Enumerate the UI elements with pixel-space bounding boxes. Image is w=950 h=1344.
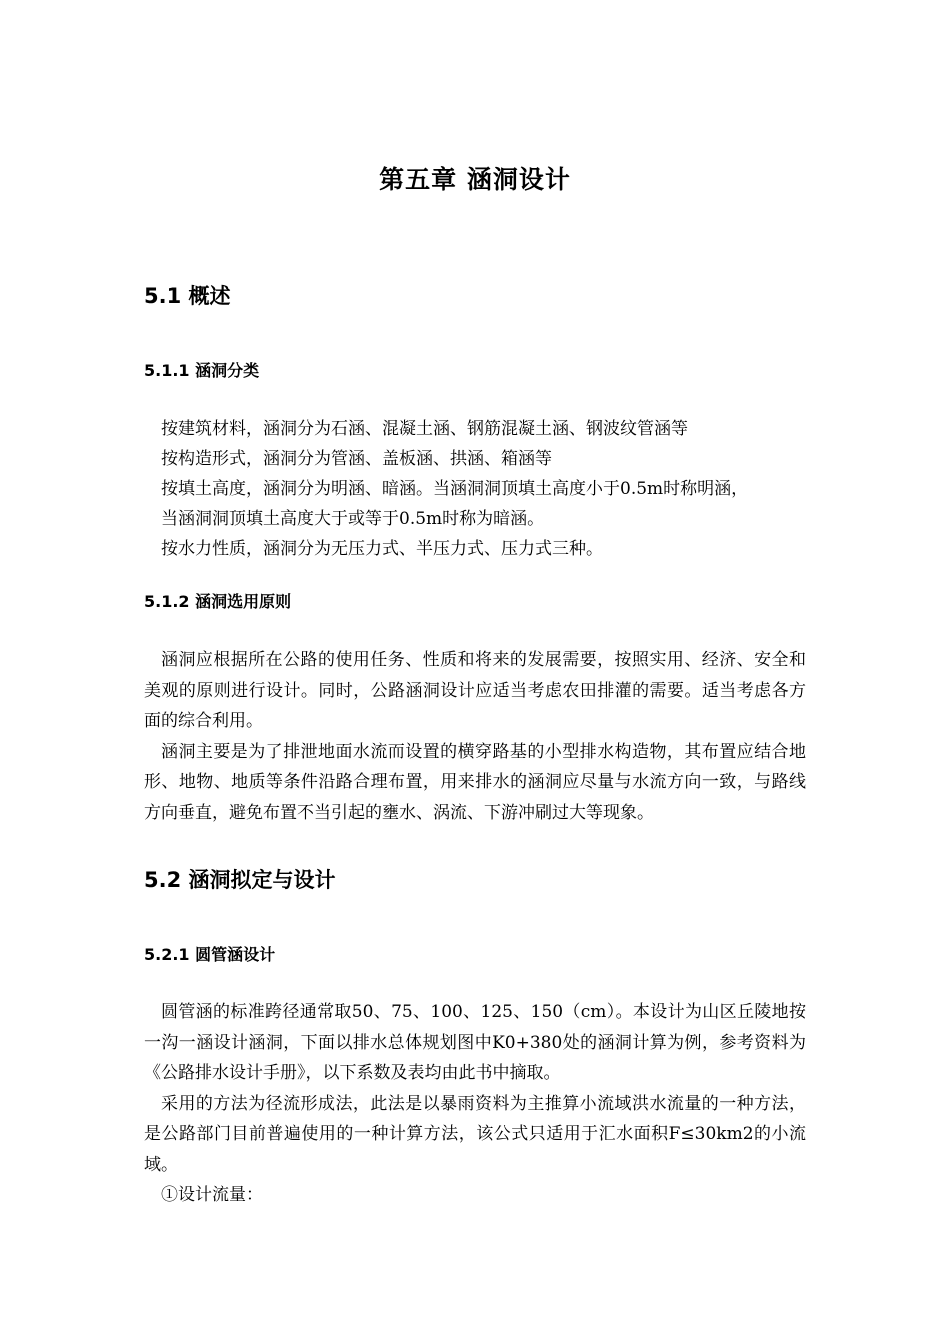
classification-line: 按构造形式，涵洞分为管涵、盖板涵、拱涵、箱涵等 [161, 449, 552, 469]
selection-principle-text [144, 645, 806, 828]
paragraph: 采用的方法为径流形成法，此法是以暴雨资料为主推算小流域洪水流量的一种方法，是公路部门目前普遍使用的一种计算方法，该公式只适用于汇水面积F≤30km2的小流域。 [144, 1093, 806, 1175]
paragraph: 涵洞应根据所在公路的使用任务、性质和将来的发展需要，按照实用、经济、安全和美观的原则进行设计。同时，公路涵洞设计应适当考虑农田排灌的需要。适当考虑各方面的综合利用。 [144, 650, 806, 731]
section-heading-5-1: 5.1 概述 [144, 284, 231, 308]
culvert-classification-list [144, 414, 806, 564]
paragraph: 圆管涵的标准跨径通常取50、75、100、125、150（cm）。本设计为山区丘陵地按一沟一涵设计涵洞，下面以排水总体规划图中K0+380处的涵洞计算为例，参考资料为《公路排水设计手册》，以下系数及表均由此书中摘取。 [144, 1002, 806, 1083]
subsection-heading-5-1-2: 5.1.2 涵洞选用原则 [144, 592, 292, 611]
classification-line: 按水力性质，涵洞分为无压力式、半压力式、压力式三种。 [161, 539, 603, 559]
chapter-title: 第五章 涵洞设计 [379, 165, 571, 194]
classification-line: 当涵洞洞顶填土高度大于或等于0.5m时称为暗涵。 [161, 509, 545, 529]
subsection-heading-5-1-1: 5.1.1 涵洞分类 [144, 361, 260, 380]
paragraph: 涵洞主要是为了排泄地面水流而设置的横穿路基的小型排水构造物，其布置应结合地形、地物、地质等条件沿路合理布置，用来排水的涵洞应尽量与水流方向一致，与路线方向垂直，避免布置不当引起的壅水、涡流、下游冲刷过大等现象。 [144, 741, 806, 823]
classification-line: 按填土高度，涵洞分为明涵、暗涵。当涵洞洞顶填土高度小于0.5m时称明涵， [161, 479, 749, 499]
classification-line: 按建筑材料，涵洞分为石涵、混凝土涵、钢筋混凝土涵、钢波纹管涵等 [161, 419, 688, 439]
paragraph: ①设计流量： [161, 1185, 263, 1205]
subsection-heading-5-2-1: 5.2.1 圆管涵设计 [144, 945, 276, 964]
pipe-culvert-design-text [144, 997, 806, 1211]
section-heading-5-2: 5.2 涵洞拟定与设计 [144, 868, 336, 892]
